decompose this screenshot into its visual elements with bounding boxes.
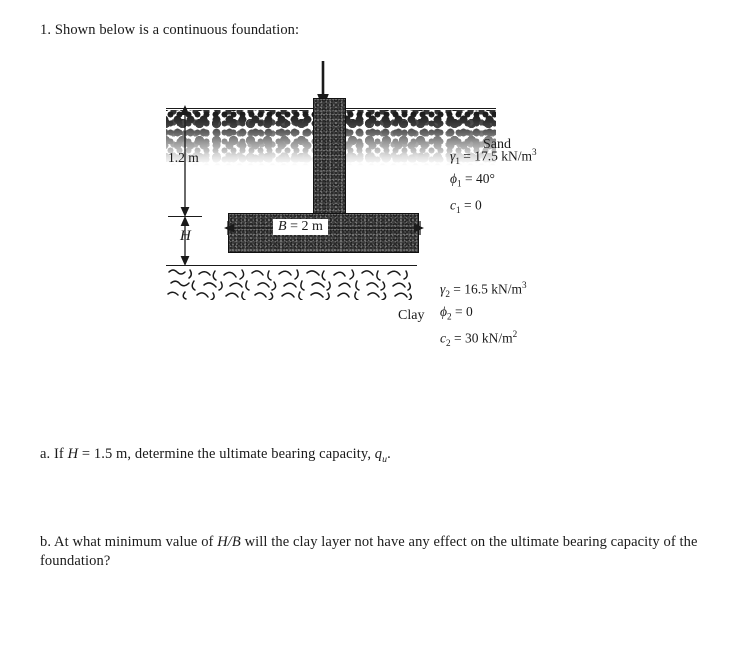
gamma-subscript: 1 xyxy=(455,156,460,167)
c-symbol: c xyxy=(440,330,446,346)
part-a-sub-u: u xyxy=(382,453,388,465)
question-title xyxy=(40,22,299,39)
part-b-mid: will the clay layer not have any effect on the ultimate bearing capacity of the foundation? xyxy=(40,534,698,569)
phi-symbol: ϕ xyxy=(440,304,447,320)
H-dimension-label: H xyxy=(180,228,191,244)
gamma-unit-exponent: 3 xyxy=(532,147,537,157)
gamma-value: = 17.5 kN/m xyxy=(459,148,533,164)
phi-subscript: 1 xyxy=(457,178,462,189)
phi-symbol: ϕ xyxy=(450,171,457,187)
clay-surface-line xyxy=(166,265,417,266)
c-value: = 30 kN/m xyxy=(450,330,513,346)
question-part-b xyxy=(40,533,700,571)
sand-friction-angle xyxy=(450,170,537,193)
part-a-var-H: H xyxy=(67,446,79,462)
part-a-letter: a. xyxy=(40,446,51,462)
part-b-pre: At what minimum value of xyxy=(54,534,218,550)
clay-properties xyxy=(440,277,527,352)
sand-layer-label: Sand xyxy=(483,137,511,152)
B-value: = 2 m xyxy=(286,219,323,234)
part-a-var-q: q xyxy=(374,446,383,462)
sand-unit-weight xyxy=(450,144,537,170)
part-b-letter: b. xyxy=(40,534,52,550)
question-number: 1. xyxy=(40,22,52,38)
part-a-mid: = 1.5 m, determine the ultimate bearing capacity, xyxy=(78,446,375,462)
phi-value: = 0 xyxy=(451,304,473,320)
clay-layer-label: Clay xyxy=(398,308,425,323)
c-unit-exponent: 2 xyxy=(512,328,518,339)
clay-squiggle-pattern xyxy=(166,267,417,300)
B-symbol: B xyxy=(278,219,287,234)
part-a-pre: If xyxy=(54,446,68,462)
gamma-value: = 16.5 kN/m xyxy=(449,281,523,297)
clay-layer-texture xyxy=(166,267,417,300)
depth-dimension-label: 1.2 m xyxy=(168,150,199,165)
part-b-var-HB: H/B xyxy=(217,534,241,550)
clay-unit-weight xyxy=(440,277,527,303)
clay-cohesion xyxy=(440,326,527,352)
part-a-post: . xyxy=(387,446,391,462)
clay-friction-angle xyxy=(440,303,527,326)
gamma-symbol: γ xyxy=(450,148,456,164)
foundation-diagram xyxy=(0,55,729,349)
c-symbol: c xyxy=(450,197,456,213)
question-part-a xyxy=(40,445,391,469)
c-subscript: 1 xyxy=(456,205,461,216)
sand-cohesion xyxy=(450,193,537,219)
gamma-symbol: γ xyxy=(440,281,446,297)
phi-subscript: 2 xyxy=(447,311,452,322)
gamma-unit-exponent: 3 xyxy=(522,280,527,290)
footing-stem xyxy=(313,98,346,215)
c-value: = 0 xyxy=(460,197,482,213)
B-dimension-label xyxy=(273,219,328,235)
sand-properties xyxy=(450,144,537,219)
c-subscript: 2 xyxy=(446,338,451,349)
question-prompt: Shown below is a continuous foundation: xyxy=(54,22,300,38)
phi-value: = 40° xyxy=(461,171,495,187)
gamma-subscript: 2 xyxy=(445,289,450,300)
